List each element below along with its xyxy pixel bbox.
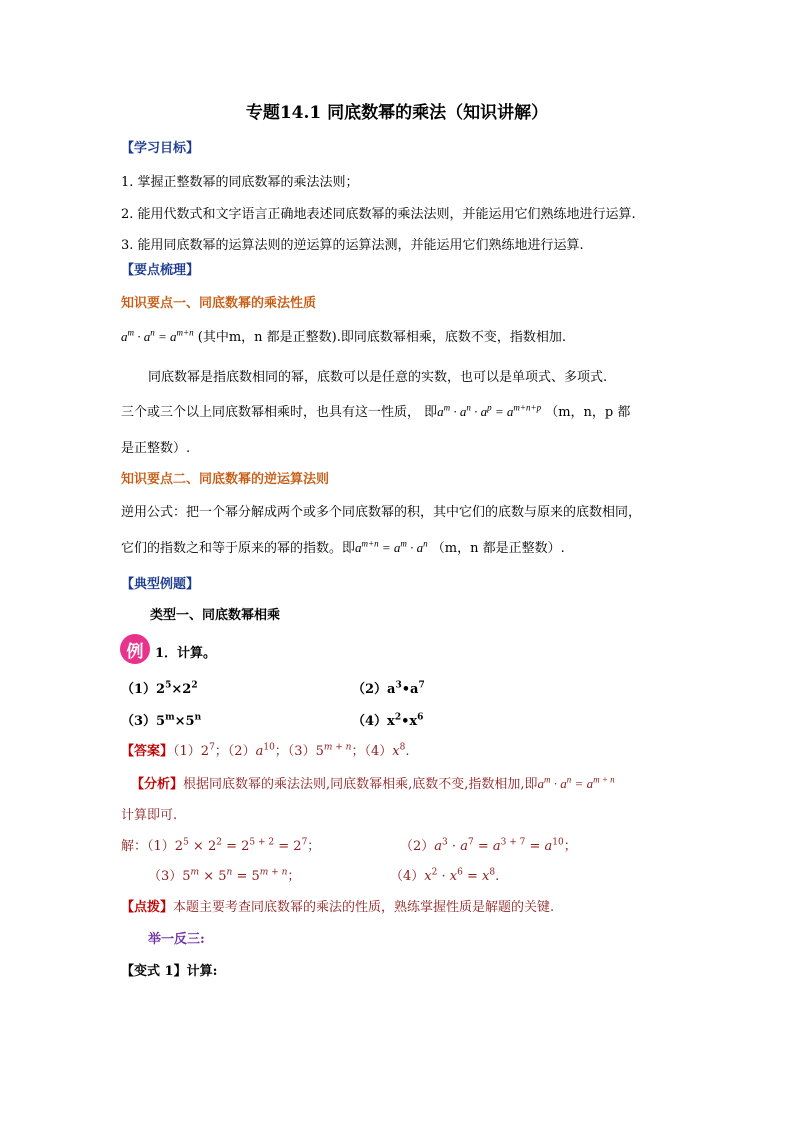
- analysis-line: [131, 773, 615, 792]
- learning-goals-header: 【学习目标】: [121, 141, 200, 156]
- goal-item: 3. 能用同底数幂的运算法则的逆运算的运算法测，并能运用它们熟练地进行运算.: [121, 238, 584, 253]
- point1-paragraph: 同底数幂是指底数相同的幂，底数可以是任意的实数，也可以是单项式、多项式.: [148, 370, 608, 385]
- solution-4: $(4)x^2 \cdot x^6 = x^8$.: [390, 867, 500, 884]
- problem-2: $(2)a^3•a^7$: [352, 680, 425, 697]
- product-rule-formula: $a^m \cdot a^n = a^{m+n}$: [121, 327, 194, 344]
- answer-line: [121, 740, 409, 759]
- answer-tag: 【答案】: [121, 744, 174, 759]
- type1-title: 类型一、同底数幂相乘: [150, 608, 281, 623]
- problem-3-number: （3）: [121, 714, 157, 729]
- point1-three-end: 是正整数）.: [121, 441, 191, 456]
- point2-text: 它们的指数之和等于原来的幂的指数。即: [121, 541, 356, 556]
- variant-label: 【变式 1】计算:: [121, 964, 218, 979]
- point1-three-cond: （m，n，p 都: [545, 405, 631, 420]
- point2-line2: [121, 537, 565, 556]
- problem-1-number: （1）: [121, 682, 157, 697]
- inverse-formula: $a^{m+n} = a^m \cdot a^n$: [355, 538, 428, 555]
- example-badge: 例: [120, 634, 150, 664]
- solution-3: $(3)5^m \times 5^n = 5^{m + n}$；: [148, 867, 301, 884]
- solution-2: $(2)a^3 \cdot a^7 = a^{3 + 7} = a^{10}$；: [400, 837, 577, 854]
- examples-header: 【典型例题】: [121, 577, 200, 592]
- problem-3: $(3)5^m\times 5^n$: [121, 712, 202, 729]
- point2-cond: （m，n 都是正整数）.: [431, 541, 565, 556]
- practice-label: 举一反三:: [148, 932, 205, 947]
- point1-formula-text: (其中m，n 都是正整数).即同底数幂相乘，底数不变，指数相加.: [197, 330, 566, 345]
- tip-text: 本题主要考查同底数幂的乘法的性质，熟练掌握性质是解题的关键.: [173, 900, 555, 915]
- analysis-formula: $a^m \cdot a^n = a^{m + n}$: [537, 774, 615, 791]
- analysis-tag: 【分析】: [131, 777, 184, 792]
- triple-product-formula: $a^m \cdot a^n \cdot a^p = a^{m+n+p}$: [437, 402, 542, 419]
- tip-line: [121, 896, 554, 915]
- example-label: 1．计算。: [155, 646, 217, 661]
- goal-item: 1. 掌握正整数幂的同底数幂的乘法法则；: [121, 175, 359, 190]
- problem-4: $(4)x^2•x^6$: [352, 712, 424, 729]
- problem-4-number: （4）: [352, 714, 388, 729]
- problem-1: $(1)2^5\times 2^2$: [121, 680, 198, 697]
- solution-label: 解：: [121, 839, 148, 854]
- answer-values: $(1)2^7$；$(2)a^{10}$；$(3)5^{m + n}$；$(4)x^8$.: [173, 742, 410, 759]
- page-title: 专题14.1 同底数幂的乘法（知识讲解）: [245, 103, 549, 123]
- key-points-header: 【要点梳理】: [121, 263, 200, 278]
- analysis-text: 根据同底数幂的乘法法则,同底数幂相乘,底数不变,指数相加,即: [183, 777, 538, 792]
- point2-line1: 逆用公式：把一个幂分解成两个或多个同底数幂的积，其中它们的底数与原来的底数相同，: [121, 505, 642, 520]
- point1-three-line: [121, 401, 630, 420]
- problem-2-number: （2）: [352, 682, 388, 697]
- solution-line-1: 解：$(1)2^5 \times 2^2 = 2^{5 + 2} = 2^7$；: [121, 837, 321, 854]
- point1-title: 知识要点一、同底数幂的乘法性质: [121, 296, 317, 311]
- analysis-tail: 计算即可.: [121, 808, 178, 823]
- goal-item: 2. 能用代数式和文字语言正确地表述同底数幂的乘法法则，并能运用它们熟练地进行运算.: [121, 207, 636, 222]
- point1-three-text: 三个或三个以上同底数幂相乘时，也具有这一性质， 即: [121, 405, 438, 420]
- point1-formula-line: [121, 326, 566, 345]
- point2-title: 知识要点二、同底数幂的逆运算法则: [121, 472, 330, 487]
- tip-tag: 【点拨】: [121, 900, 174, 915]
